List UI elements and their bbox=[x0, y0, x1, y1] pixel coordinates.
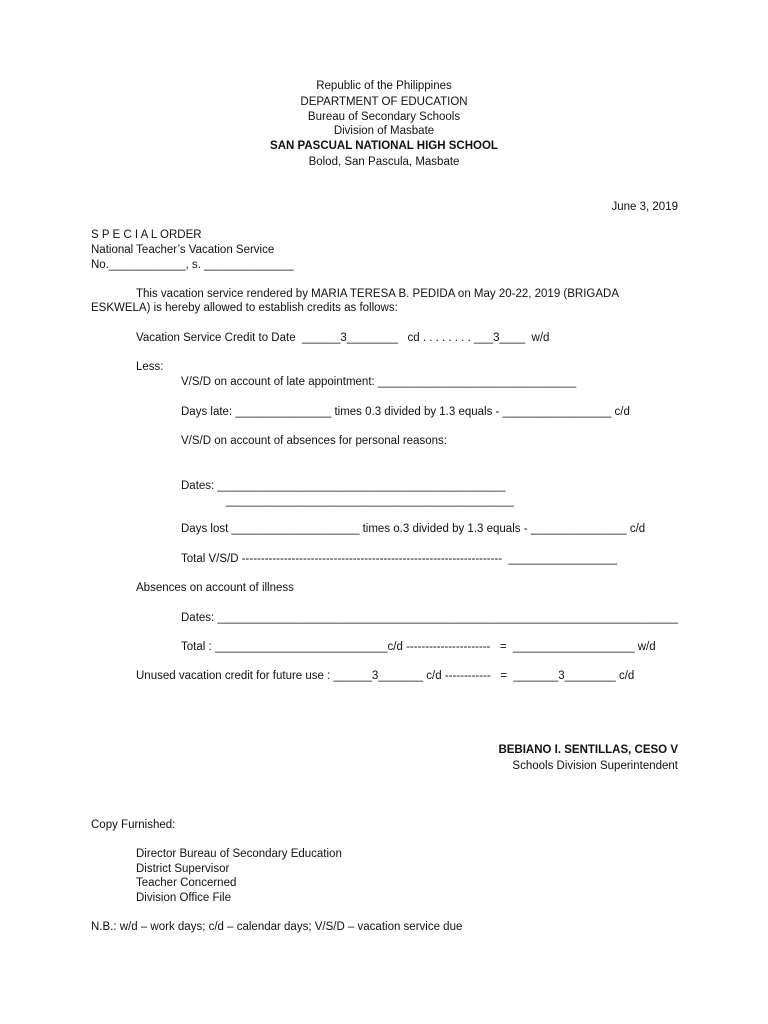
absences-personal-label: V/S/D on account of absences for personal reasons: bbox=[181, 435, 447, 447]
unused-credit-line: Unused vacation credit for future use : ______3_______ c/d ------------ = _______3________ c/d bbox=[136, 670, 635, 682]
recipient-item: Teacher Concerned bbox=[136, 877, 237, 889]
dates-line-2: Dates: ________________________________________________________________________ bbox=[181, 612, 678, 624]
header-republic: Republic of the Philippines bbox=[316, 80, 452, 92]
absences-illness-label: Absences on account of illness bbox=[136, 582, 294, 594]
recipient-item: Division Office File bbox=[136, 892, 232, 904]
dates-line-1-continued: _____________________________________________ bbox=[226, 495, 514, 507]
header-bureau: Bureau of Secondary Schools bbox=[307, 111, 461, 123]
total-vsd-line: Total V/S/D -------------------------------------------------------------------- _________________ bbox=[181, 553, 618, 565]
recipient-item: District Supervisor bbox=[136, 863, 230, 875]
less-label: Less: bbox=[136, 361, 164, 373]
header-division: Division of Masbate bbox=[333, 125, 435, 137]
header-department: DEPARTMENT OF EDUCATION bbox=[300, 96, 468, 108]
dates-line-1: Dates: _____________________________________________ bbox=[181, 480, 506, 492]
days-late-line: Days late: _______________ times 0.3 divided by 1.3 equals - _________________ c/d bbox=[181, 406, 630, 418]
signatory-title: Schools Division Superintendent bbox=[512, 760, 678, 772]
header-address: Bolod, San Pascula, Masbate bbox=[308, 156, 460, 168]
document-date: June 3, 2019 bbox=[611, 201, 678, 213]
order-subtitle: National Teacher’s Vacation Service bbox=[91, 244, 275, 256]
order-number: No.____________, s. ______________ bbox=[91, 259, 294, 271]
days-lost-line: Days lost ____________________ times o.3 divided by 1.3 equals - _______________ c/d bbox=[181, 523, 646, 535]
copy-furnished-label: Copy Furnished: bbox=[91, 819, 176, 831]
signatory-name: BEBIANO I. SENTILLAS, CESO V bbox=[498, 744, 678, 756]
late-appointment-line: V/S/D on account of late appointment: _______________________________ bbox=[181, 376, 577, 388]
nota-bene-note: N.B.: w/d – work days; c/d – calendar days; V/S/D – vacation service due bbox=[91, 921, 463, 933]
header-school-name: SAN PASCUAL NATIONAL HIGH SCHOOL bbox=[270, 140, 498, 152]
total-line: Total : ___________________________c/d ---------------------- = ___________________ w/d bbox=[181, 641, 656, 653]
credit-to-date-line: Vacation Service Credit to Date ______3________ cd . . . . . . . . ___3____ w/d bbox=[136, 332, 550, 344]
recipient-item: Director Bureau of Secondary Education bbox=[136, 848, 342, 860]
order-title: S P E C I A L ORDER bbox=[91, 229, 202, 241]
intro-line-1: This vacation service rendered by MARIA TERESA B. PEDIDA on May 20-22, 2019 (BRIGADA bbox=[136, 288, 619, 300]
intro-line-2: ESKWELA) is hereby allowed to establish credits as follows: bbox=[91, 302, 398, 314]
